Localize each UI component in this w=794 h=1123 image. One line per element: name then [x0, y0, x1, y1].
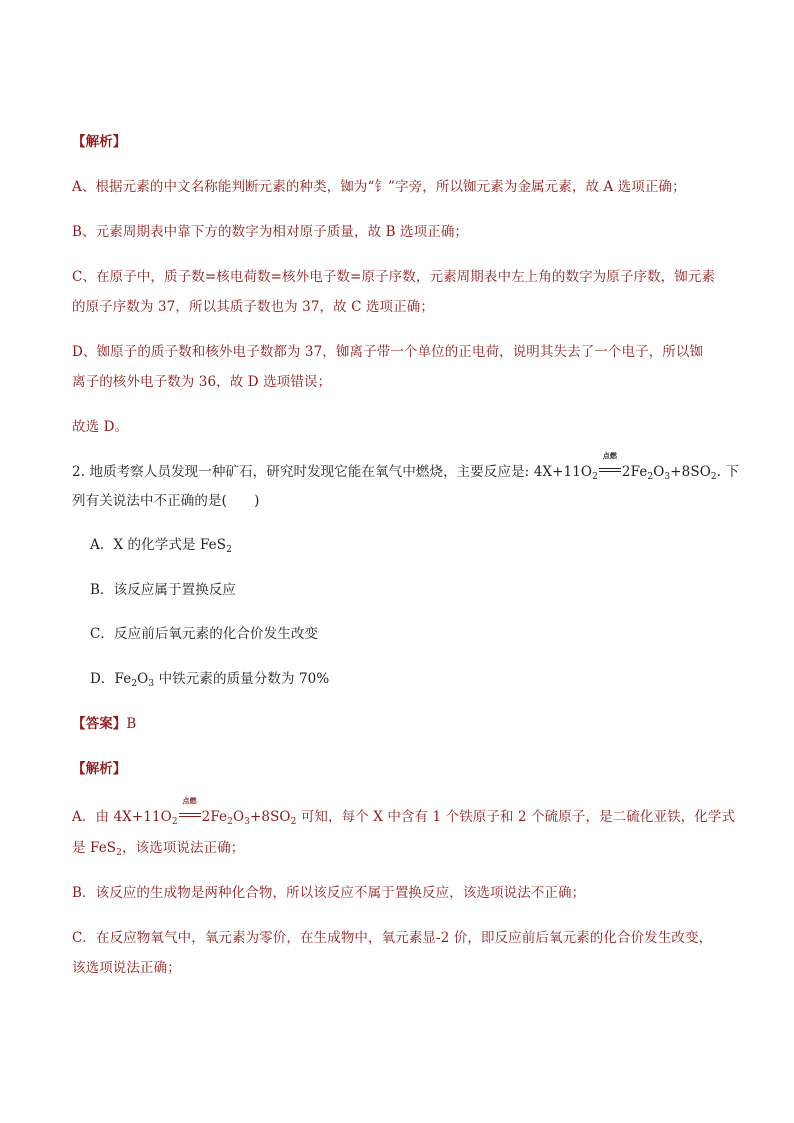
analysis-option-a: A、根据元素的中文名称能判断元素的种类，铷为“钅”字旁，所以铷元素为金属元素，故 A 选项正确； [72, 179, 686, 195]
question-option-a: A．X 的化学式是 FeS$_2$ [90, 537, 232, 555]
analysis-option-c-line1: C、在原子中，质子数=核电荷数=核外电子数=原子序数，元素周期表中左上角的数字为原子序数，铷元素 [72, 269, 716, 285]
question-option-b: B．该反应属于置换反应 [90, 582, 237, 598]
reaction-condition-2: 点燃 [179, 807, 201, 827]
analysis2-label: 【解析】 [72, 761, 127, 777]
answer-value: B [126, 716, 137, 732]
analysis-conclusion: 故选 D。 [72, 419, 129, 435]
answer-line [72, 714, 136, 734]
question-stem-line2: 列有关说法中不正确的是( ) [72, 493, 260, 509]
analysis-option-d-line2: 离子的核外电子数为 36，故 D 选项错误； [72, 374, 332, 390]
analysis-option-c-line2: 的原子序数为 37，所以其质子数也为 37，故 C 选项正确； [72, 299, 434, 315]
analysis2-option-b: B．该反应的生成物是两种化合物，所以该反应不属于置换反应，该选项说法不正确； [72, 885, 586, 901]
analysis-label: 【解析】 [72, 134, 127, 150]
reaction-condition: 点燃 [599, 462, 621, 482]
question-stem-line1: 2. 地质考察人员发现一种矿石，研究时发现它能在氧气中燃烧，主要反应是: $4X+11O_2$ 点燃 $2Fe_2O_3+8SO_2$. 下 [72, 451, 740, 482]
question-option-d: D．$Fe_2O_3$ 中铁元素的质量分数为 70% [90, 671, 330, 689]
analysis2-option-c-line1: C．在反应物氧气中，氧元素为零价，在生成物中，氧元素显-2 价，即反应前后氧元素的化合价发生改变， [72, 930, 713, 946]
analysis2-option-c-line2: 该选项说法正确； [72, 960, 181, 976]
analysis-option-b: B、元素周期表中靠下方的数字为相对原子质量，故 B 选项正确； [72, 224, 469, 240]
analysis2-option-a-line2: 是 FeS$_2$，该选项说法正确； [72, 840, 245, 858]
analysis-option-d-line1: D、铷原子的质子数和核外电子数都为 37，铷离子带一个单位的正电荷，说明其失去了一个电子，所以铷 [72, 344, 704, 360]
question-option-c: C．反应前后氧元素的化合价发生改变 [90, 626, 319, 642]
answer-label: 【答案】 [72, 716, 127, 732]
analysis2-option-a-line1: A．由 $4X+11O_2$ 点燃 $2Fe_2O_3+8SO_2$ 可知，每个 X 中含有 1 个铁原子和 2 个硫原子，是二硫化亚铁，化学式 [72, 796, 736, 827]
